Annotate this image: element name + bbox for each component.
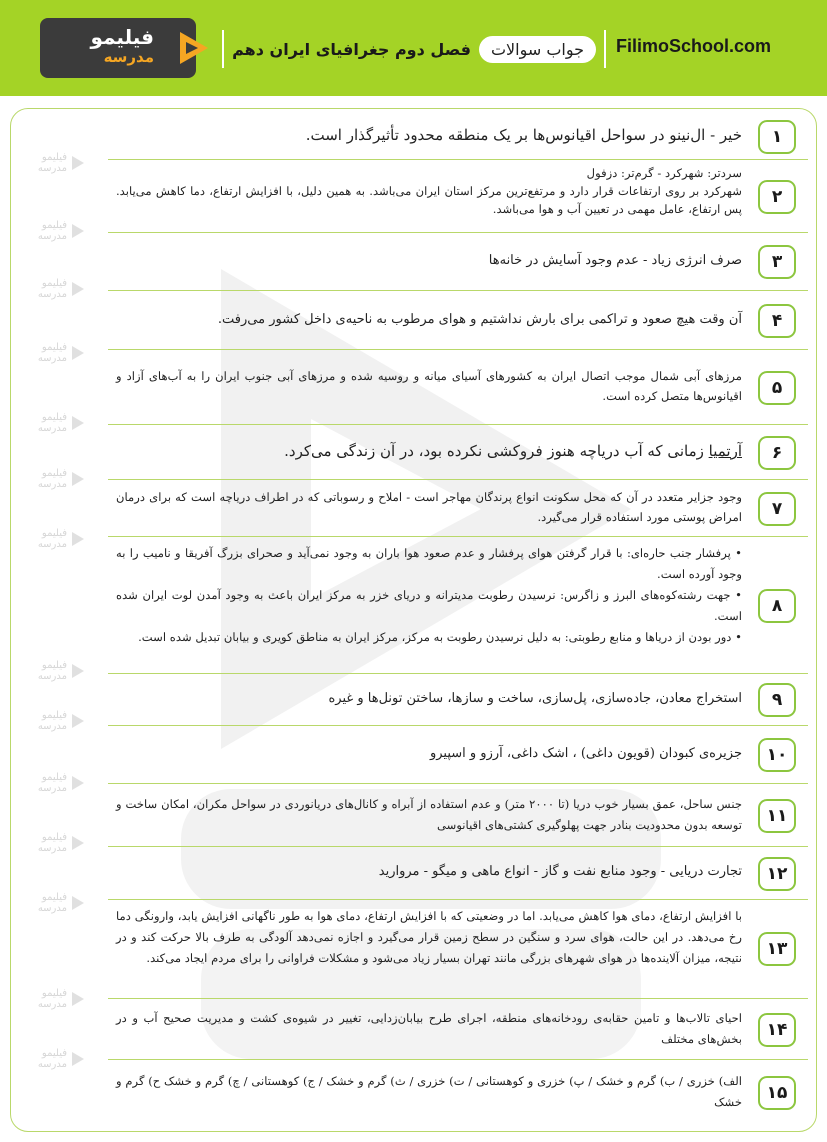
answer-row-2 bbox=[108, 160, 808, 233]
logo-line1: فیلیمو bbox=[90, 25, 154, 49]
play-icon bbox=[70, 415, 86, 431]
question-number: ۸ bbox=[758, 589, 796, 623]
play-icon bbox=[70, 895, 86, 911]
answer-text: وجود جزایر متعدد در آن که محل سکونت انواع پرندگان مهاجر است - املاح و رسوباتی که در اطراف دریاچه است که برای درمان امراض پوستی مورد استفاده قرار می‌گیرد. bbox=[116, 490, 742, 524]
answer-text: جنس ساحل، عمق بسیار خوب دریا (تا ۲۰۰۰ متر) و عدم استفاده از آبراه و کانال‌های دریانوردی در سواحل مکران، امکان ساخت و توسعه بدون محدودیت بنادر جهت پهلوگیری کشتی‌های اقیانوسی bbox=[116, 797, 742, 832]
side-watermark: فیلیمو مدرسه bbox=[22, 218, 86, 244]
question-number: ۶ bbox=[758, 436, 796, 470]
answer-text: با افزایش ارتفاع، دمای هوا کاهش می‌یابد. اما در وضعیتی که با افزایش ارتفاع، دمای هوا به طور ناگهانی افزایش یابد، وارونگی دما رخ می‌دهد. در این حالت، هوای سرد و سنگین در سطح زمین قرار می‌گیرد و اجازه نمی‌دهد آلودگی به طرف بالا حرکت کند و در نتیجه، میزان آلاینده‌ها در هوای شهرهای بزرگی مانند تهران بسیار زیاد می‌شود و مشکلات فراوانی را برای مردم ایجاد می‌کند. bbox=[116, 909, 742, 965]
answer-text: احیای تالاب‌ها و تامین حقابه‌ی رودخانه‌های منطقه، اجرای طرح بیابان‌زدایی، تغییر در شیوه‌ی کشت و مدیریت صحیح آب و در بخش‌های مختلف bbox=[116, 1011, 742, 1046]
answer-text: • پرفشار جنب حاره‌ای: با قرار گرفتن هوای پرفشار و عدم صعود هوا باران به وجود نمی‌آید و صحرای بزرگ آفریقا و نامیب را به وجود آورده است. • جهت رشته‌کوه‌های البرز و زاگرس: نرسیدن رطوبت مدیترانه و دریای خزر به مرکز ایران باعث به وجود آمدن لوت ایران شده است. • دور بودن از دریاها و منابع رطوبتی: به دلیل نرسیدن رطوبت به مرکز، مرکز ایران به مناطق کویری و بیابان تبدیل شده است. bbox=[116, 546, 742, 644]
play-icon bbox=[70, 345, 86, 361]
side-watermark: فیلیمو مدرسه bbox=[22, 658, 86, 684]
answer-row-12 bbox=[108, 847, 808, 900]
logo-text bbox=[58, 26, 154, 66]
play-icon bbox=[70, 531, 86, 547]
page-title bbox=[230, 30, 600, 68]
side-watermark: فیلیمو مدرسه bbox=[22, 526, 86, 552]
play-icon bbox=[70, 775, 86, 791]
answer-row-1 bbox=[108, 112, 808, 160]
answer-row-13 bbox=[108, 900, 808, 999]
answers-pill: جواب سوالات bbox=[479, 36, 596, 63]
header-divider bbox=[222, 30, 224, 68]
page-header bbox=[0, 0, 827, 96]
question-number: ۷ bbox=[758, 492, 796, 526]
answer-row-15 bbox=[108, 1060, 808, 1126]
play-icon bbox=[70, 223, 86, 239]
answer-text: سردتر: شهرکرد - گرم‌تر: دزفول شهرکرد بر روی ارتفاعات قرار دارد و مرتفع‌ترین مرکز استان ایران می‌باشد. به همین دلیل، با افزایش ارتفاع، دما کاهش می‌یابد. پس ارتفاع، عامل مهمی در تعیین آب و هوا می‌باشد. bbox=[116, 166, 742, 216]
side-watermark: فیلیمو مدرسه bbox=[22, 1046, 86, 1072]
side-watermark: فیلیمو مدرسه bbox=[22, 770, 86, 796]
play-icon bbox=[70, 713, 86, 729]
answer-text: صرف انرژی زیاد - عدم وجود آسایش در خانه‌ها bbox=[488, 253, 742, 268]
underlined-term: آرتمیا bbox=[708, 442, 742, 460]
question-number: ۱۱ bbox=[758, 799, 796, 833]
side-watermark: فیلیمو مدرسه bbox=[22, 830, 86, 856]
answer-row-10 bbox=[108, 726, 808, 784]
answer-row-14 bbox=[108, 999, 808, 1060]
question-number: ۳ bbox=[758, 245, 796, 279]
answer-text: جزیره‌ی کبودان (قویون داغی) ، اشک داغی، آرزو و اسپیرو bbox=[429, 746, 742, 761]
answer-row-11 bbox=[108, 784, 808, 847]
play-icon bbox=[70, 663, 86, 679]
answer-text: آرتمیا زمانی که آب دریاچه هنوز فروکشی نکرده بود، در آن زندگی می‌کرد. bbox=[284, 442, 742, 460]
question-number: ۲ bbox=[758, 180, 796, 214]
question-number: ۱۴ bbox=[758, 1013, 796, 1047]
side-watermark: فیلیمو مدرسه bbox=[22, 466, 86, 492]
side-watermark: فیلیمو مدرسه bbox=[22, 708, 86, 734]
question-number: ۴ bbox=[758, 304, 796, 338]
play-icon bbox=[70, 1051, 86, 1067]
question-number: ۱۲ bbox=[758, 857, 796, 891]
play-icon bbox=[70, 155, 86, 171]
answer-row-6 bbox=[108, 425, 808, 480]
answer-row-9 bbox=[108, 674, 808, 726]
site-url[interactable]: FilimoSchool.com bbox=[616, 36, 772, 56]
answer-text: تجارت دریایی - وجود منابع نفت و گاز - انواع ماهی و میگو - مروارید bbox=[378, 864, 742, 879]
header-divider bbox=[604, 30, 606, 68]
play-pencil-icon bbox=[174, 28, 214, 68]
question-number: ۱۰ bbox=[758, 738, 796, 772]
question-number: ۱ bbox=[758, 120, 796, 154]
question-number: ۵ bbox=[758, 371, 796, 405]
answer-row-4 bbox=[108, 291, 808, 350]
filimo-school-logo[interactable] bbox=[40, 18, 196, 78]
chapter-title: فصل دوم جغرافیای ایران دهم bbox=[232, 39, 471, 59]
side-watermark: فیلیمو مدرسه bbox=[22, 340, 86, 366]
question-number: ۱۵ bbox=[758, 1076, 796, 1110]
question-number: ۹ bbox=[758, 683, 796, 717]
answer-row-3 bbox=[108, 233, 808, 291]
side-watermark: فیلیمو مدرسه bbox=[22, 986, 86, 1012]
side-watermark: فیلیمو مدرسه bbox=[22, 410, 86, 436]
answer-text: مرزهای آبی شمال موجب اتصال ایران به کشورهای آسیای میانه و روسیه شده و مرزهای آبی جنوب ایران را به آب‌های آزاد و اقیانوس‌ها متصل کرده است. bbox=[116, 369, 742, 403]
play-icon bbox=[70, 991, 86, 1007]
play-icon bbox=[70, 281, 86, 297]
side-watermark: فیلیمو مدرسه bbox=[22, 150, 86, 176]
question-number: ۱۳ bbox=[758, 932, 796, 966]
side-watermark: فیلیمو مدرسه bbox=[22, 890, 86, 916]
answer-text: الف) خزری / ب) گرم و خشک / پ) خزری و کوهستانی / ت) خزری / ث) گرم و خشک / ج) کوهستانی / چ) گرم و خشک ح) گرم و خشک bbox=[116, 1074, 742, 1109]
side-watermark: فیلیمو مدرسه bbox=[22, 276, 86, 302]
logo-line2: مدرسه bbox=[103, 48, 154, 66]
answer-text: خیر - ال‌نینو در سواحل اقیانوس‌ها بر یک منطقه محدود تأثیرگذار است. bbox=[305, 126, 742, 144]
play-icon bbox=[70, 471, 86, 487]
answer-row-5 bbox=[108, 350, 808, 425]
answer-text: آن وقت هیچ صعود و تراکمی برای بارش نداشتیم و هوای مرطوب به ناحیه‌ی داخل کشور می‌رفت. bbox=[217, 312, 742, 327]
answer-text: استخراج معادن، جاده‌سازی، پل‌سازی، ساخت و سازها، ساختن تونل‌ها و غیره bbox=[328, 691, 742, 706]
answer-row-7 bbox=[108, 480, 808, 537]
answer-row-8 bbox=[108, 537, 808, 674]
play-icon bbox=[70, 835, 86, 851]
